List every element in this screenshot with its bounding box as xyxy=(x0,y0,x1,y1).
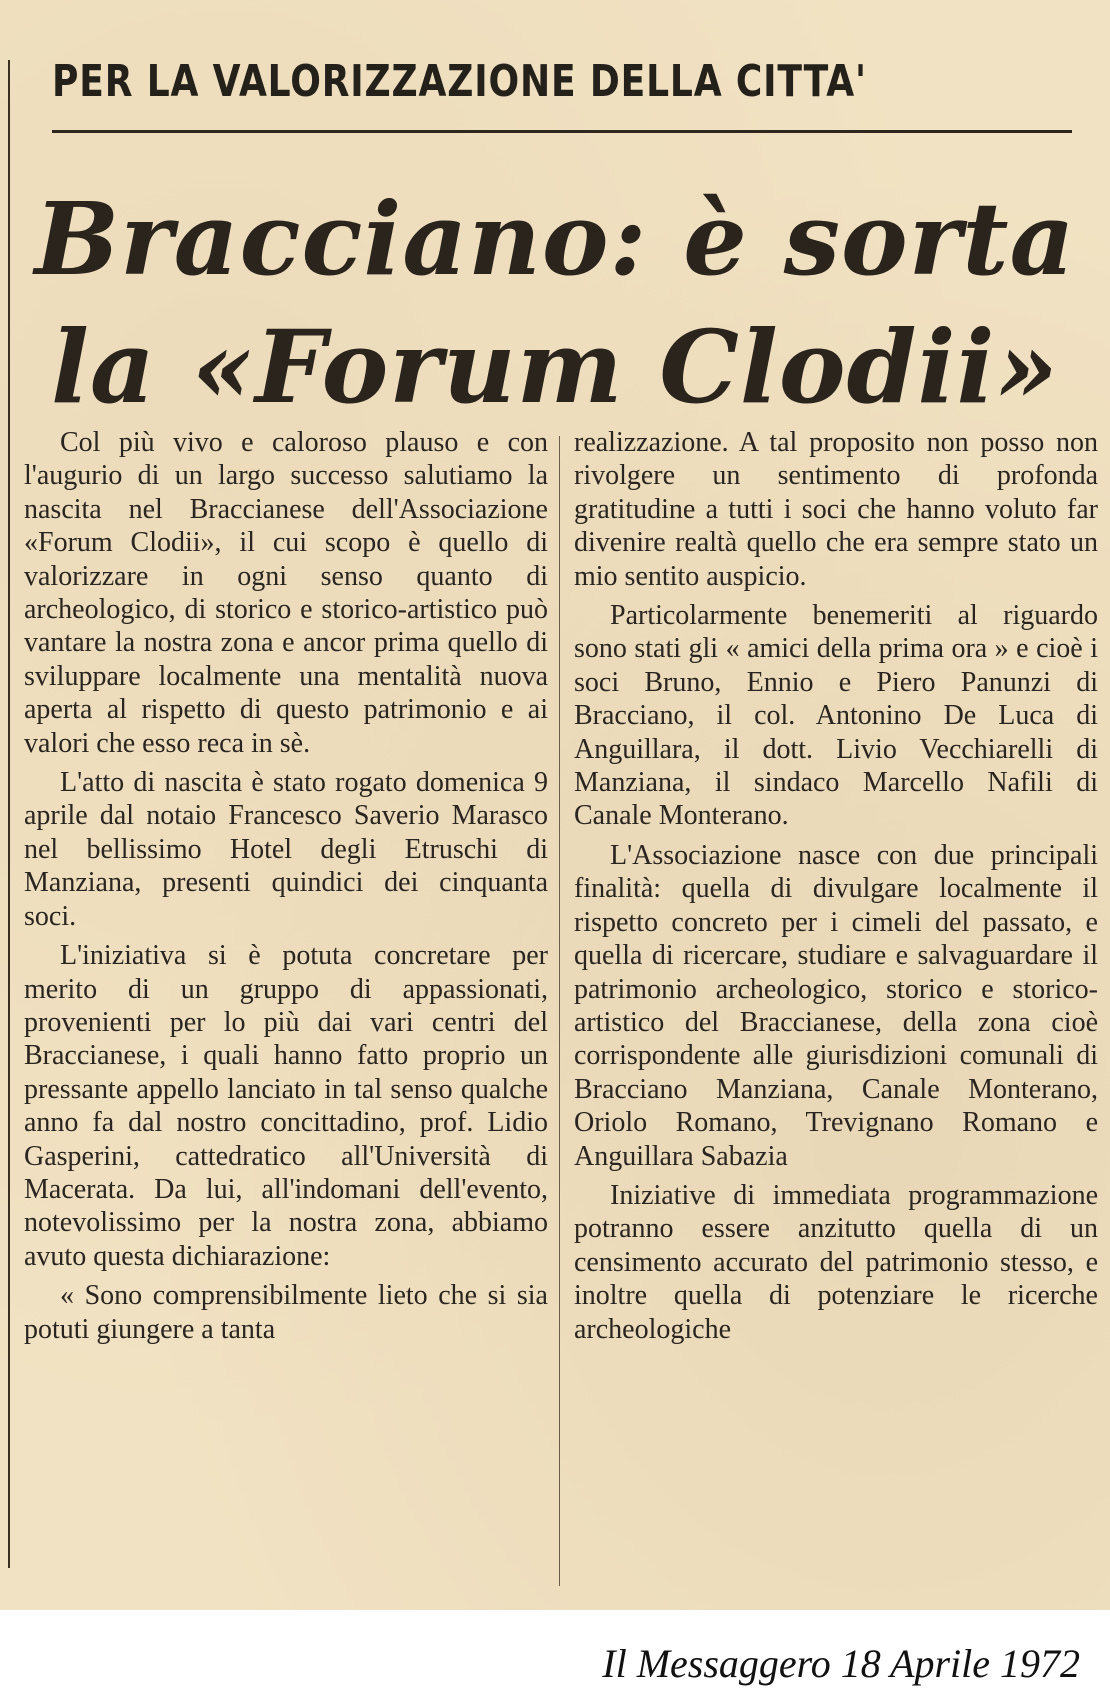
paragraph: L'iniziativa si è potuta concretare per merito di un gruppo di appassionati, provenienti per lo più dai vari centri del Braccianese, i quali hanno fatto proprio un pressante appello lanciato in tal senso qualche anno fa dal nostro concittadino, prof. Lidio Gasperini, cattedratico all'Università di Macerata. Da lui, all'indomani dell'evento, notevolissimo per la nostra zona, abbiamo avuto questa dichiarazione: xyxy=(24,940,548,1272)
column-divider xyxy=(559,436,560,1586)
paragraph: L'atto di nascita è stato rogato domenica 9 aprile dal notaio Francesco Saverio Marasco nel bellissimo Hotel degli Etruschi di Manziana, presenti quindici dei cinquanta soci. xyxy=(24,767,548,932)
paragraph: L'Associazione nasce con due principali finalità: quella di divulgare localmente il rispetto concreto per i cimeli del passato, e quella di ricercare, studiare e salvaguardare il patrimonio archeologico, storico e storico-artistico del Braccianese, della zona cioè corrispondente alle giurisdizioni comunali di Bracciano Manziana, Canale Monterano, Oriolo Romano, Trevignano Romano e Anguillara Sabazia xyxy=(574,839,1098,1172)
article-column-left xyxy=(24,426,548,1596)
paragraph: realizzazione. A tal proposito non posso non rivolgere un sentimento di profonda gratitudine a tutti i soci che hanno voluto far divenire realtà quello che era sempre stato un mio sentito auspicio. xyxy=(574,427,1098,592)
source-caption: Il Messaggero 18 Aprile 1972 xyxy=(602,1641,1080,1686)
paragraph: Particolarmente benemeriti al riguardo sono stati gli « amici della prima ora » e cioè i soci Bruno, Ennio e Piero Panunzi di Bracciano, il col. Antonino De Luca di Anguillara, il dott. Livio Vecchiarelli di Manziana, il sindaco Marcello Nafili di Canale Monterano. xyxy=(574,600,1098,832)
headline-line-1: Bracciano: è sorta xyxy=(34,180,1076,298)
paragraph: Iniziative di immediata programmazione potranno essere anzitutto quella di un censimento accurato del patrimonio stesso, e inoltre quella di potenziare le ricerche archeologiche xyxy=(574,1179,1098,1345)
paragraph: Col più vivo e caloroso plauso e con l'augurio di un largo successo salutiamo la nascita nel Braccianese dell'Associazione «Forum Clodii», il cui scopo è quello di valorizzare in ogni senso quanto di archeologico, di storico e storico-artistico può vantare la nostra zona e ancor prima quello di sviluppare localmente una mentalità nuova aperta al rispetto di questo patrimonio e ai valori che esso reca in sè. xyxy=(24,427,548,759)
paragraph: « Sono comprensibilmente lieto che si sia potuti giungere a tanta xyxy=(24,1280,548,1345)
article-column-right xyxy=(574,426,1098,1596)
kicker-divider xyxy=(52,130,1072,133)
headline xyxy=(0,175,1110,431)
headline-line-2: la «Forum Clodii» xyxy=(50,308,1059,426)
kicker-title: PER LA VALORIZZAZIONE DELLA CITTA' xyxy=(52,56,867,107)
